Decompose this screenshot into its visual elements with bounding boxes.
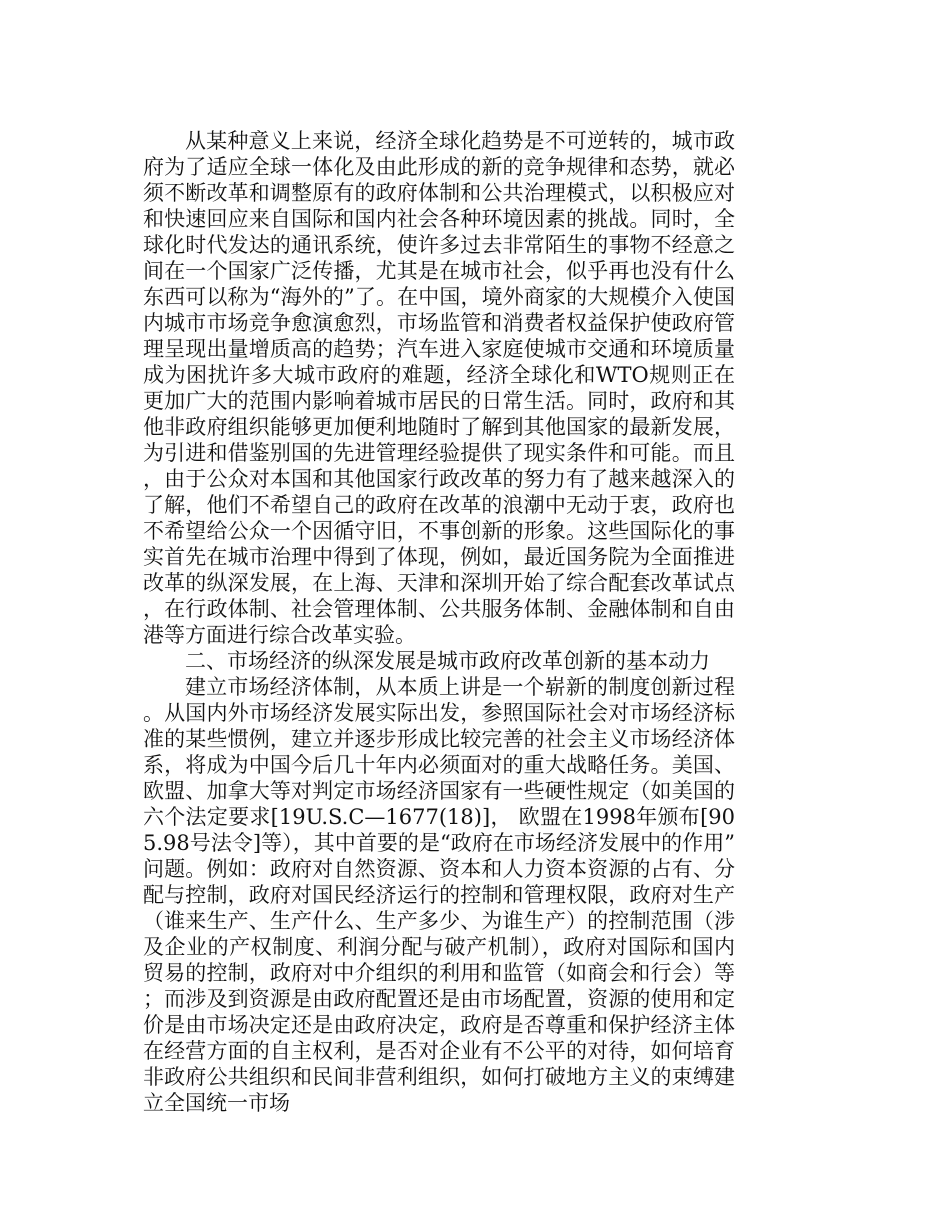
document-page	[143, 128, 735, 1116]
section-heading: 二、市场经济的纵深发展是城市政府改革创新的基本动力	[185, 649, 710, 673]
body-paragraph-1: 从某种意义上来说，经济全球化趋势是不可逆转的，城市政府为了适应全球一体化及由此形成的新的竞争规律和态势，就必须不断改革和调整原有的政府体制和公共治理模式，以积极应对和快速回应来自国际和国内社会各种环境因素的挑战。同时，全球化时代发达的通讯系统，使许多过去非常陌生的事物不经意之间在一个国家广泛传播，尤其是在城市社会，似乎再也没有什么东西可以称为“海外的”了。在中国，境外商家的大规模介入使国内城市市场竞争愈演愈烈，市场监管和消费者权益保护使政府管理呈现出量增质高的趋势；汽车进入家庭使城市交通和环境质量成为困扰许多大城市政府的难题，经济全球化和WTO规则正在更加广大的范围内影响着城市居民的日常生活。同时，政府和其他非政府组织能够更加便利地随时了解到其他国家的最新发展，为引进和借鉴别国的先进管理经验提供了现实条件和可能。而且，由于公众对本国和其他国家行政改革的努力有了越来越深入的了解，他们不希望自己的政府在改革的浪潮中无动于衷，政府也不希望给公众一个因循守旧，不事创新的形象。这些国际化的事实首先在城市治理中得到了体现，例如，最近国务院为全面推进改革的纵深发展，在上海、天津和深圳开始了综合配套改革试点，在行政体制、社会管理体制、公共服务体制、金融体制和自由港等方面进行综合改革实验。	[143, 129, 735, 647]
body-paragraph-2: 建立市场经济体制，从本质上讲是一个崭新的制度创新过程。从国内外市场经济发展实际出发，参照国际社会对市场经济标准的某些惯例，建立并逐步形成比较完善的社会主义市场经济体系，将成为中国今后几十年内必须面对的重大战略任务。美国、欧盟、加拿大等对判定市场经济国家有一些硬性规定（如美国的六个法定要求[19U.S.C—1677(18)]， 欧盟在1998年颁布[905.98号法令]等），其中首要的是“政府在市场经济发展中的作用”问题。例如：政府对自然资源、资本和人力资本资源的占有、分配与控制，政府对国民经济运行的控制和管理权限，政府对生产（谁来生产、生产什么、生产多少、为谁生产）的控制范围（涉及企业的产权制度、利润分配与破产机制），政府对国际和国内贸易的控制，政府对中介组织的利用和监管（如商会和行会）等；而涉及到资源是由政府配置还是由市场配置，资源的使用和定价是由市场决定还是由政府决定，政府是否尊重和保护经济主体在经营方面的自主权利，是否对企业有不公平的对待，如何培育非政府公共组织和民间非营利组织，如何打破地方主义的束缚建立全国统一市场	[143, 675, 735, 1115]
